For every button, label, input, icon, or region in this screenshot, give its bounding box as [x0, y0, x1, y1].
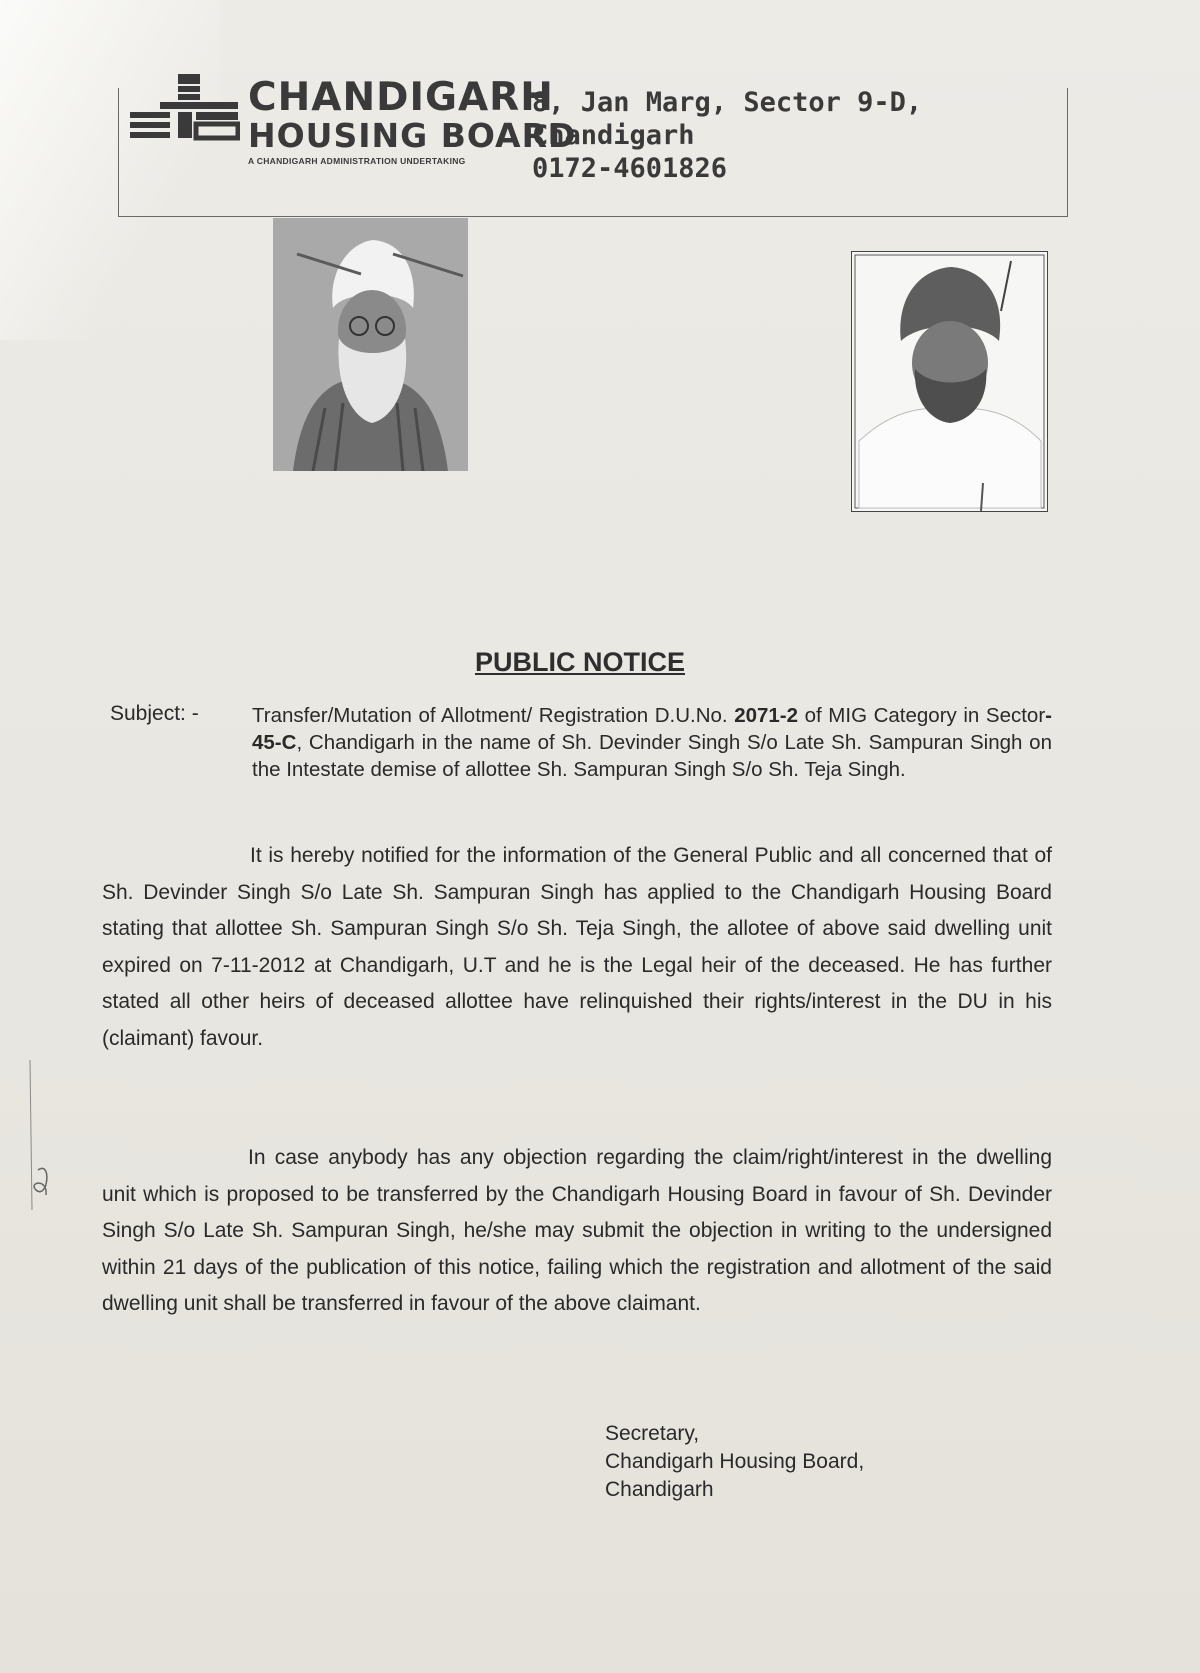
- deceased-allottee-photo: [273, 218, 468, 471]
- org-tagline: A CHANDIGARH ADMINISTRATION UNDERTAKING: [248, 156, 466, 166]
- signature-block: [605, 1420, 864, 1504]
- claimant-photo: [851, 251, 1048, 512]
- address-line1: 8, Jan Marg, Sector 9-D,: [532, 87, 923, 118]
- org-name-line2: HOUSING BOARD: [248, 116, 577, 155]
- address-line2: Chandigarh: [532, 120, 695, 151]
- org-name: [248, 75, 577, 166]
- notice-paragraph-1: It is hereby notified for the information of the General Public and all concerned that of Sh. Devinder Singh S/o Late Sh. Sampuran Singh has applied to the Chandigarh Housing Board stating that allottee Sh. Sampuran Singh S/o Sh. Teja Singh, the allotee of above said dwelling unit expired on 7-11-2012 at Chandigarh, U.T and he is the Legal heir of the deceased. He has further stated all other heirs of deceased allottee have relinquished their rights/interest in the DU in his (claimant) favour.: [102, 844, 1052, 1050]
- sector-number: - 45-C: [252, 704, 1052, 754]
- subject-label: Subject: -: [110, 702, 199, 725]
- du-number: 2071-2: [734, 704, 799, 727]
- margin-initials-mark: [18, 1060, 58, 1220]
- notice-paragraph-2: In case anybody has any objection regarding the claim/right/interest in the dwelling unit which is proposed to be transferred by the Chandigarh Housing Board in favour of Sh. Devinder Singh S/o Late Sh. Sampuran Singh, he/she may submit the objection in writing to the undersigned within 21 days of the publication of this notice, failing which the registration and allotment of the said dwelling unit shall be transferred in favour of the above claimant.: [102, 1146, 1052, 1315]
- subject-text: [252, 702, 1052, 783]
- signatory-org: Chandigarh Housing Board,: [605, 1450, 865, 1473]
- notice-title: PUBLIC NOTICE: [474, 647, 685, 677]
- phone-number: 0172-4601826: [532, 153, 728, 184]
- org-name-line1: CHANDIGARH: [248, 75, 554, 120]
- subject-text-part-c: , Chandigarh in the name of Sh. Devinder Singh S/o Late Sh. Sampuran Singh on the Intestate demise of allottee Sh. Sampuran Singh S/o Sh. Teja Singh.: [252, 731, 1052, 781]
- org-address: [532, 86, 922, 185]
- subject-text-part-b: of MIG Category in Sector: [798, 704, 1046, 727]
- subject-text-part-a: Transfer/Mutation of Allotment/ Registration D.U.No.: [252, 704, 735, 727]
- signatory-city: Chandigarh: [605, 1478, 714, 1501]
- signatory-title: Secretary,: [605, 1422, 700, 1445]
- chb-logo-icon: [130, 72, 240, 148]
